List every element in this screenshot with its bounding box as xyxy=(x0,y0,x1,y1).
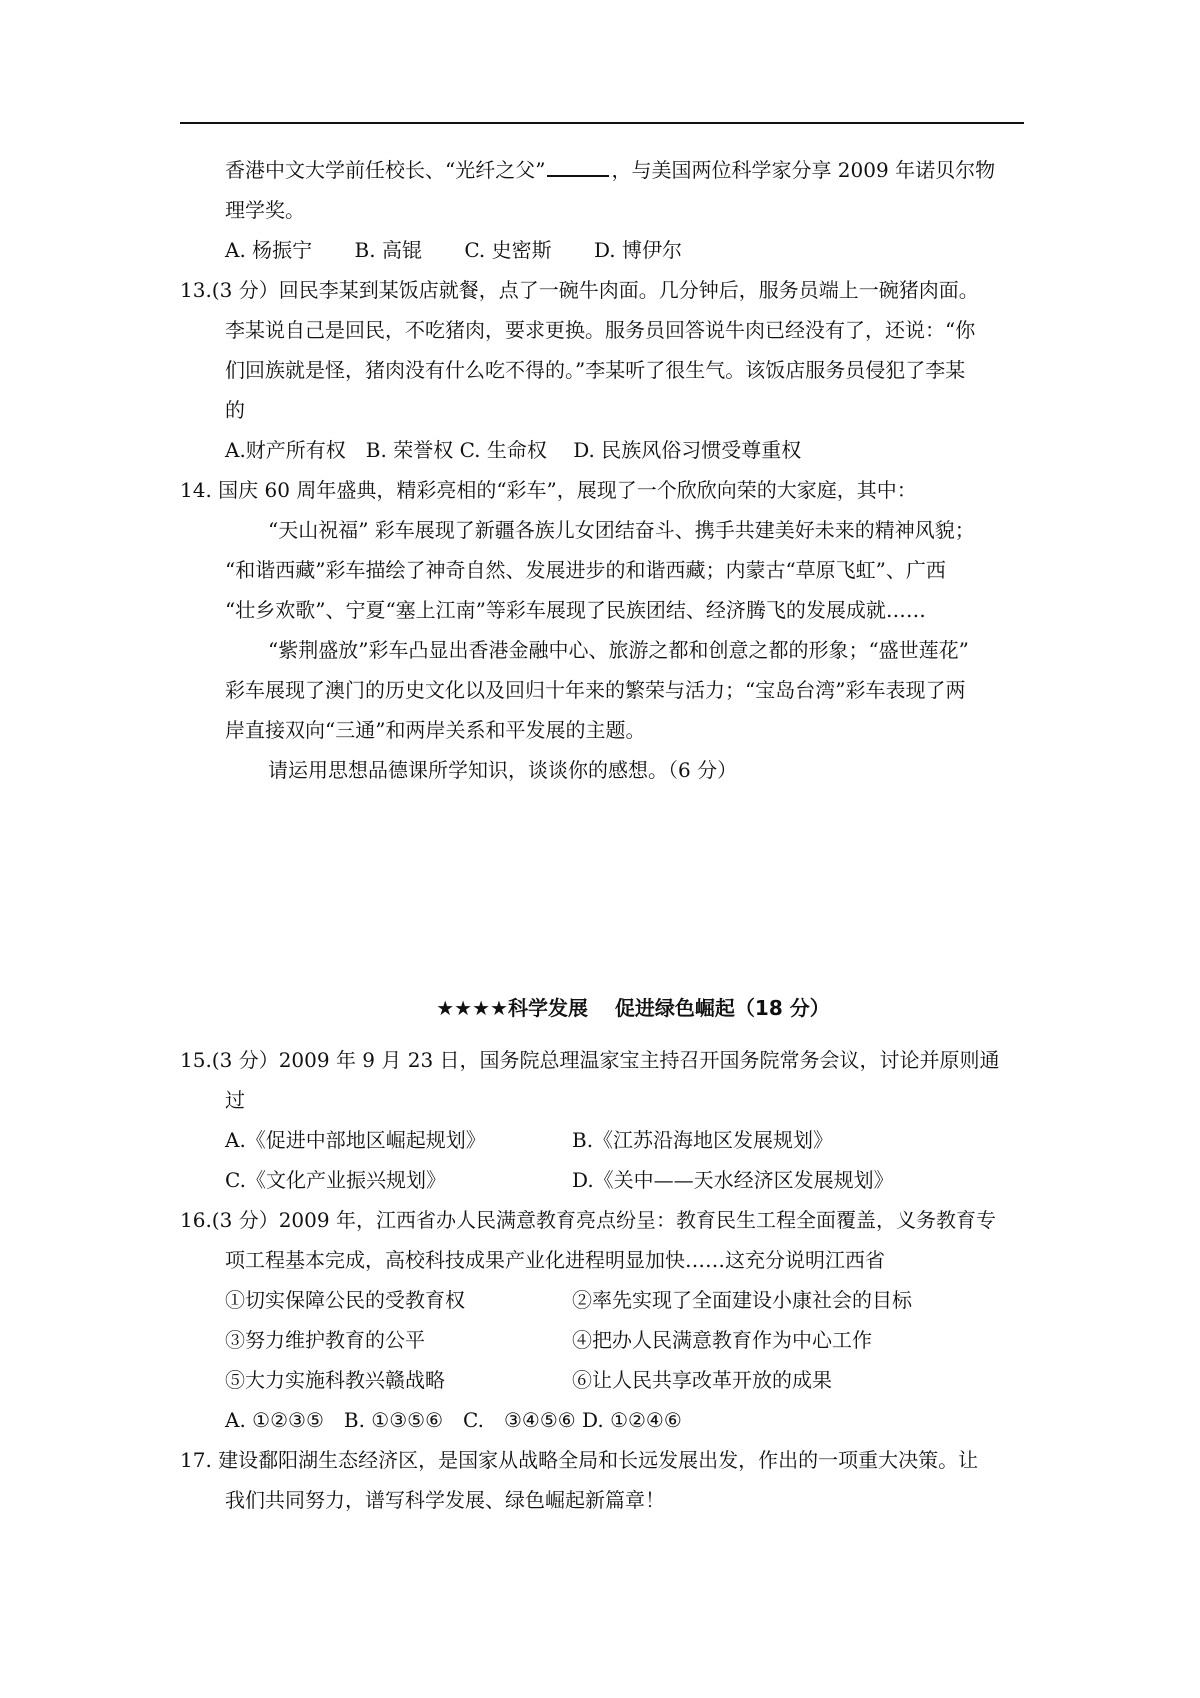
q14-para2-line-1: “紫荆盛放”彩车凸显出香港金融中心、旅游之都和创意之都的形象；“盛世莲花” xyxy=(268,638,969,662)
option-c[interactable]: C.《文化产业振兴规划》 xyxy=(225,1168,446,1192)
q16-line-2: 项工程基本完成，高校科技成果产业化进程明显加快……这充分说明江西省 xyxy=(225,1248,885,1272)
statement-4: ④把办人民满意教育作为中心工作 xyxy=(572,1328,872,1352)
q14-para1-line-2: “和谐西藏”彩车描绘了神奇自然、发展进步的和谐西藏；内蒙古“草原飞虹”、广西 xyxy=(225,558,946,582)
q14-prompt: 请运用思想品德课所学知识，谈谈你的感想。（6 分） xyxy=(268,758,738,782)
q14-para1-line-1: “天山祝福” 彩车展现了新疆各族儿女团结奋斗、携手共建美好未来的精神风貌； xyxy=(268,518,975,542)
statement-3: ③努力维护教育的公平 xyxy=(225,1328,425,1352)
option-d[interactable]: D. 博伊尔 xyxy=(593,238,683,262)
question-13 xyxy=(180,270,1026,470)
option-d[interactable]: D.《关中——天水经济区发展规划》 xyxy=(572,1168,894,1192)
q14-stem: 14. 国庆 60 周年盛典，精彩亮相的“彩车”，展现了一个欣欣向荣的大家庭，其中： xyxy=(180,478,917,502)
q13-line-1: 13.(3 分）回民李某到某饭店就餐，点了一碗牛肉面。几分钟后，服务员端上一碗猪肉面。 xyxy=(180,278,979,302)
q15-options-row-2 xyxy=(180,1160,1026,1200)
q13-line-3: 们回族就是怪，猪肉没有什么吃不得的。”李某听了很生气。该饭店服务员侵犯了李某 xyxy=(225,358,966,382)
q15-options-row-1 xyxy=(180,1120,1026,1160)
q15-line-1: 15.(3 分）2009 年 9 月 23 日，国务院总理温家宝主持召开国务院常务会议，讨论并原则通 xyxy=(180,1048,1000,1072)
q12-options xyxy=(180,230,1026,270)
exam-page-content xyxy=(180,150,1026,1520)
question-15 xyxy=(180,1040,1026,1200)
question-14 xyxy=(180,470,1026,790)
q13-line-4: 的 xyxy=(225,398,245,422)
q17-line-1: 17. 建设鄱阳湖生态经济区，是国家从战略全局和长远发展出发，作出的一项重大决策。让 xyxy=(180,1448,979,1472)
option-b[interactable]: B.《江苏沿海地区发展规划》 xyxy=(572,1128,834,1152)
option-b[interactable]: B. 高锟 xyxy=(354,238,422,262)
q14-para2-line-3: 岸直接双向“三通”和两岸关系和平发展的主题。 xyxy=(225,718,646,742)
question-17 xyxy=(180,1440,1026,1520)
statement-2: ②率先实现了全面建设小康社会的目标 xyxy=(572,1288,912,1312)
q15-line-2: 过 xyxy=(225,1088,245,1112)
answer-blank[interactable] xyxy=(547,153,609,177)
statement-5: ⑤大力实施科教兴赣战略 xyxy=(225,1368,445,1392)
answer-space[interactable] xyxy=(180,790,1026,988)
q16-items-row-1 xyxy=(180,1280,1026,1320)
section-heading: ★★★★科学发展 促进绿色崛起（18 分） xyxy=(436,996,830,1020)
q13-options[interactable]: A.财产所有权 B. 荣誉权 C. 生命权 D. 民族风俗习惯受尊重权 xyxy=(225,438,802,462)
q12-stem-line-1: 香港中文大学前任校长、“光纤之父” ，与美国两位科学家分享 2009 年诺贝尔物 xyxy=(180,150,1026,190)
q13-line-2: 李某说自己是回民，不吃猪肉，要求更换。服务员回答说牛肉已经没有了，还说：“你 xyxy=(225,318,976,342)
q14-para2-line-2: 彩车展现了澳门的历史文化以及回归十年来的繁荣与活力；“宝岛台湾”彩车表现了两 xyxy=(225,678,966,702)
q17-line-2: 我们共同努力，谱写科学发展、绿色崛起新篇章！ xyxy=(225,1488,665,1512)
q12-stem-line-2: 理学奖。 xyxy=(225,198,305,222)
question-12 xyxy=(180,150,1026,270)
header-rule xyxy=(180,122,1024,124)
q16-options[interactable]: A. ①②③⑤ B. ①③⑤⑥ C. ③④⑤⑥ D. ①②④⑥ xyxy=(225,1408,682,1432)
option-a[interactable]: A.《促进中部地区崛起规划》 xyxy=(225,1128,486,1152)
statement-6: ⑥让人民共享改革开放的成果 xyxy=(572,1368,832,1392)
statement-1: ①切实保障公民的受教育权 xyxy=(225,1288,465,1312)
q16-items-row-2 xyxy=(180,1320,1026,1360)
question-16 xyxy=(180,1200,1026,1440)
option-c[interactable]: C. 史密斯 xyxy=(464,238,552,262)
q16-items-row-3 xyxy=(180,1360,1026,1400)
option-a[interactable]: A. 杨振宁 xyxy=(225,238,313,262)
q16-line-1: 16.(3 分）2009 年，江西省办人民满意教育亮点纷呈：教育民生工程全面覆盖，义务教育专 xyxy=(180,1208,996,1232)
q14-para1-line-3: “壮乡欢歌”、宁夏“塞上江南”等彩车展现了民族团结、经济腾飞的发展成就…… xyxy=(225,598,926,622)
